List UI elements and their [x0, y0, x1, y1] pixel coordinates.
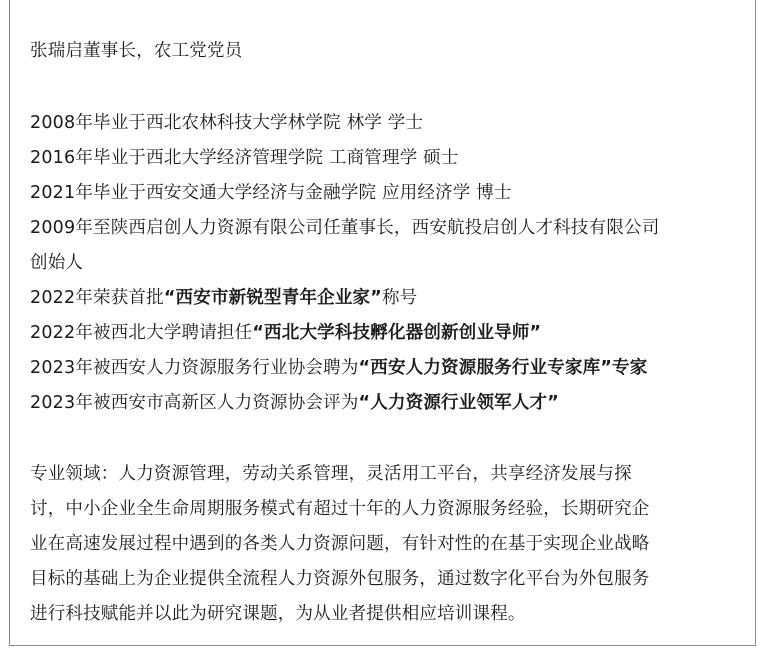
expertise-line-3: 业在高速发展过程中遇到的各类人力资源问题，有针对性的在基于实现企业战略	[30, 534, 650, 554]
honor-text: 2022年被西北大学聘请担任	[30, 323, 253, 343]
honor-suffix: 称号	[381, 288, 418, 308]
expertise-line-4: 目标的基础上为企业提供全流程人力资源外包服务，通过数字化平台为外包服务	[30, 569, 650, 589]
intro-line: 张瑞启董事长，农工党党员	[30, 41, 243, 61]
honor-title: “西安市新锐型青年企业家”	[163, 288, 382, 308]
honor-text: 2023年被西安人力资源服务行业协会聘为	[30, 358, 359, 378]
content-frame	[9, 0, 756, 646]
expertise-line-5: 进行科技赋能并以此为研究课题，为从业者提供相应培训课程。	[30, 604, 526, 624]
education-line-1: 2008年毕业于西北农林科技大学林学院 林学 学士	[30, 113, 424, 133]
expertise-line-2: 讨，中小企业全生命周期服务模式有超过十年的人力资源服务经验，长期研究企	[30, 499, 650, 519]
honor-title: “西北大学科技孵化器创新创业导师”	[252, 323, 542, 343]
career-line-2: 创始人	[30, 253, 84, 273]
honor-text: 2022年荣获首批	[30, 288, 164, 308]
honor-title: “人力资源行业领军人才”	[358, 393, 559, 413]
honor-text: 2023年被西安市高新区人力资源协会评为	[30, 393, 359, 413]
education-line-3: 2021年毕业于西安交通大学经济与金融学院 应用经济学 博士	[30, 183, 512, 203]
honor-title: “西安人力资源服务行业专家库”专家	[358, 358, 648, 378]
honor-line-1	[30, 286, 417, 310]
career-line-1: 2009年至陕西启创人力资源有限公司任董事长，西安航投启创人才科技有限公司	[30, 218, 660, 238]
honor-line-4	[30, 391, 559, 415]
honor-line-3	[30, 356, 647, 380]
expertise-line-1: 专业领域：人力资源管理，劳动关系管理，灵活用工平台，共享经济发展与探	[30, 464, 632, 484]
honor-line-2	[30, 321, 541, 345]
education-line-2: 2016年毕业于西北大学经济管理学院 工商管理学 硕士	[30, 148, 459, 168]
